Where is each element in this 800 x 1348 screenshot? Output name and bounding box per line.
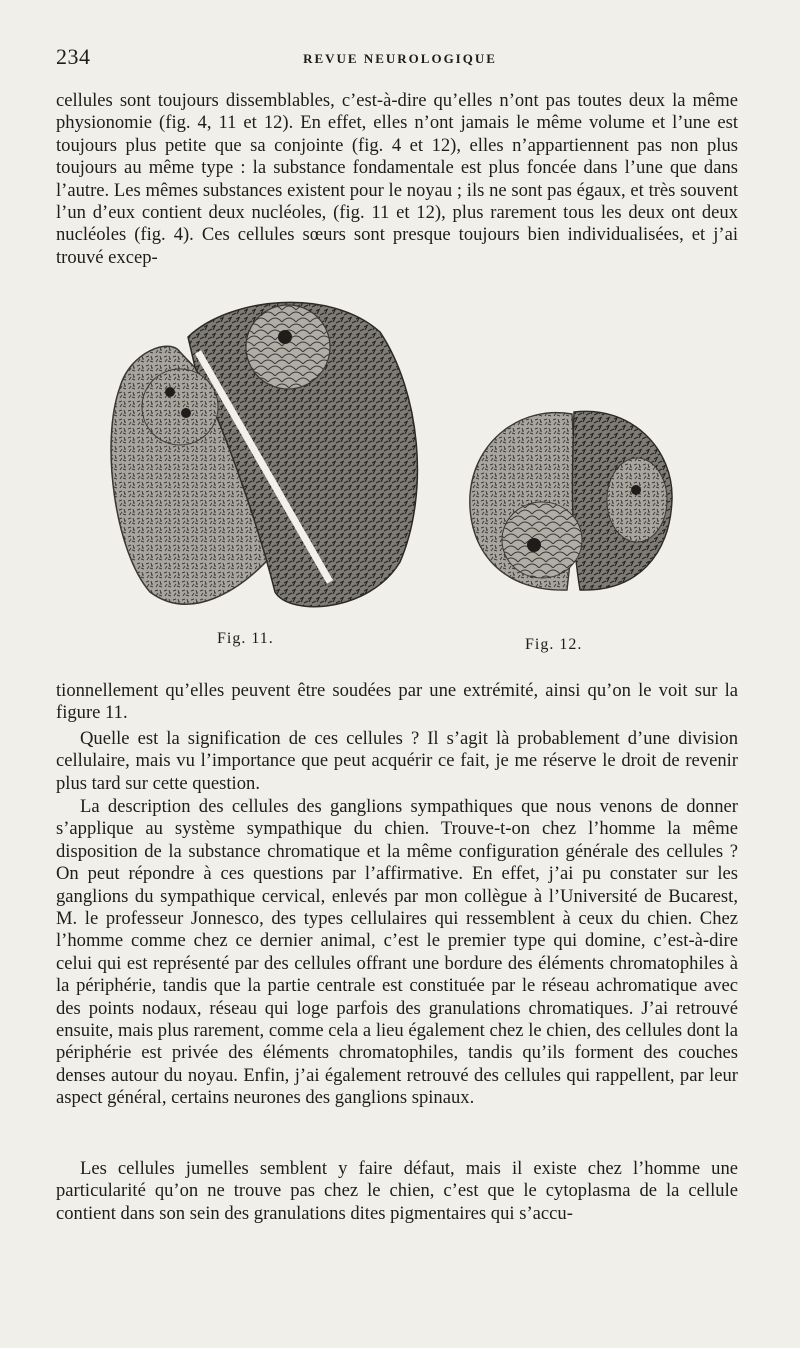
- figure-12-illustration: [462, 400, 682, 600]
- figure-12-caption: Fig. 12.: [525, 636, 583, 653]
- page-number: 234: [56, 44, 91, 69]
- running-title: REVUE NEUROLOGIQUE: [303, 51, 497, 66]
- paragraph-5: Les cellules jumelles semblent y faire défaut, mais il existe chez l’homme une particularité qu’on ne trouve pas chez le chien, c’est que le cytoplasma de la cellule contient dans son sein des granulations dites pigmentaires qui s’accu-: [56, 1158, 738, 1224]
- paragraph-3: Quelle est la signification de ces cellules ? Il s’agit là probablement d’une division cellulaire, mais vu l’importance que peut acquérir ce fait, je me réserve le droit de revenir plus tard sur cette question.: [56, 728, 738, 794]
- paragraph-2: tionnellement qu’elles peuvent être soudées par une extrémité, ainsi qu’on le voit sur la figure 11.: [56, 680, 738, 724]
- running-header: [56, 44, 744, 72]
- figure-11-illustration: [100, 292, 420, 622]
- figure-11-caption: Fig. 11.: [217, 630, 274, 647]
- paragraph-4: La description des cellules des ganglions sympathiques que nous venons de donner s’applique au système sympathique du chien. Trouve-t-on chez l’homme la même disposition de la substance chromatique et la même configuration générale des cellules ? On peut répondre à ces questions par l’affirmative. En effet, j’ai pu constater sur les ganglions du sympathique cervical, enlevés par mon collègue à l’Université de Bucarest, M. le professeur Jonnesco, des types cellulaires qui ressemblent à ceux du chien. Chez l’homme comme chez ce dernier animal, c’est le premier type qui domine, c’est-à-dire celui qui est représenté par des cellules offrant une bordure des éléments chromatophiles à la périphérie, tandis que la partie centrale est constituée par le réseau achromatique avec des points nodaux, réseau qui loge parfois des granulations chromatiques. J’ai retrouvé ensuite, mais plus rarement, comme cela a lieu également chez le chien, des cellules dont la périphérie est privée des éléments chromatophiles, tandis qu’ils forment des couches denses autour du noyau. Enfin, j’ai également retrouvé des cellules qui rappellent, par leur aspect général, certains neurones des ganglions spinaux.: [56, 796, 738, 1109]
- paragraph-1: cellules sont toujours dissemblables, c’est-à-dire qu’elles n’ont pas toutes deux la même physionomie (fig. 4, 11 et 12). En effet, elles n’ont jamais le même volume et l’une est toujours plus petite que sa conjointe (fig. 4 et 12), elles n’appartiennent pas non plus toujours au même type : la substance fondamentale est plus foncée dans l’une que dans l’autre. Les mêmes substances existent pour le noyau ; ils ne sont pas égaux, et très souvent l’un d’eux contient deux nucléoles, (fig. 11 et 12), plus rarement tous les deux ont deux nucléoles (fig. 4). Ces cellules sœurs sont presque toujours bien individualisées, et j’ai trouvé excep-: [56, 90, 738, 268]
